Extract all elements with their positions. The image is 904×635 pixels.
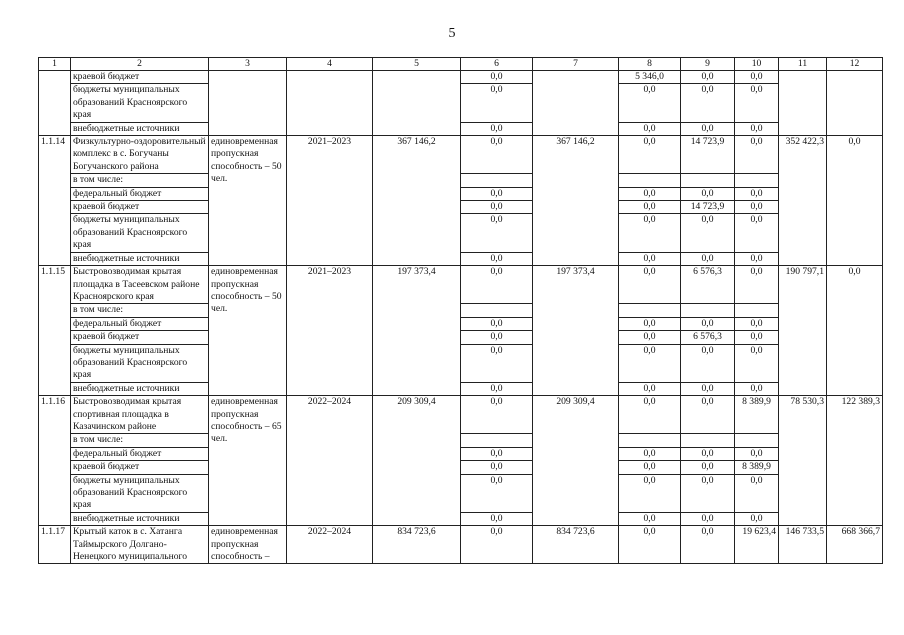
value-cell: 0,0 xyxy=(681,122,735,135)
value-cell: 14 723,9 xyxy=(681,136,735,174)
table-row xyxy=(39,331,883,344)
source-name-cell: в том числе: xyxy=(71,304,209,317)
value-cell: 6 576,3 xyxy=(681,331,735,344)
table-row xyxy=(39,526,883,564)
source-name-cell: внебюджетные источники xyxy=(71,512,209,525)
period-cell: 2021–2023 xyxy=(287,266,373,396)
capacity-cell: единовременная пропускная способность – 50 чел. xyxy=(209,266,287,396)
value-cell: 0,0 xyxy=(619,447,681,460)
budget-table xyxy=(38,57,883,564)
value-cell: 0,0 xyxy=(735,201,779,214)
period-cell xyxy=(287,71,373,136)
source-name-cell: внебюджетные источники xyxy=(71,122,209,135)
header-cell: 2 xyxy=(71,58,209,71)
table-row xyxy=(39,174,883,187)
value-cell xyxy=(827,71,883,136)
source-name-cell: федеральный бюджет xyxy=(71,317,209,330)
value-cell: 0,0 xyxy=(619,382,681,395)
value-cell: 352 422,3 xyxy=(779,136,827,266)
value-cell xyxy=(681,304,735,317)
table-row xyxy=(39,447,883,460)
table-row xyxy=(39,122,883,135)
value-cell: 0,0 xyxy=(619,331,681,344)
value-cell: 0,0 xyxy=(619,512,681,525)
value-cell: 0,0 xyxy=(735,382,779,395)
value-cell: 668 366,7 xyxy=(827,526,883,564)
source-name-cell: федеральный бюджет xyxy=(71,187,209,200)
header-cell: 3 xyxy=(209,58,287,71)
value-cell: 6 576,3 xyxy=(681,266,735,304)
period-cell: 2021–2023 xyxy=(287,136,373,266)
title-cell: Крытый каток в с. Хатанга Таймырского Долгано-Ненецкого муниципального xyxy=(71,526,209,564)
value-cell xyxy=(735,434,779,447)
value-cell: 0,0 xyxy=(461,122,533,135)
table-row xyxy=(39,214,883,252)
value-cell: 0,0 xyxy=(461,136,533,174)
source-name-cell: внебюджетные источники xyxy=(71,252,209,265)
table-row xyxy=(39,266,883,304)
value-cell: 0,0 xyxy=(681,526,735,564)
value-cell: 0,0 xyxy=(735,71,779,84)
table-row xyxy=(39,201,883,214)
header-row xyxy=(39,58,883,71)
value-cell: 0,0 xyxy=(461,214,533,252)
value-cell: 0,0 xyxy=(461,447,533,460)
title-cell: Быстровозводимая крытая спортивная площадка в Казачинском районе xyxy=(71,396,209,434)
value-cell: 0,0 xyxy=(735,512,779,525)
value-cell: 0,0 xyxy=(461,266,533,304)
source-name-cell: в том числе: xyxy=(71,434,209,447)
table-row xyxy=(39,512,883,525)
number-cell: 1.1.16 xyxy=(39,396,71,526)
value-cell xyxy=(681,174,735,187)
total-cell xyxy=(373,71,461,136)
value-cell: 0,0 xyxy=(461,512,533,525)
value-cell: 0,0 xyxy=(461,461,533,474)
value-cell: 0,0 xyxy=(461,84,533,122)
value-cell: 146 733,5 xyxy=(779,526,827,564)
value-cell: 0,0 xyxy=(735,84,779,122)
source-name-cell: бюджеты муниципальных образований Красноярского края xyxy=(71,84,209,122)
value-cell: 0,0 xyxy=(735,317,779,330)
header-cell: 8 xyxy=(619,58,681,71)
header-cell: 6 xyxy=(461,58,533,71)
period-cell: 2022–2024 xyxy=(287,396,373,526)
value-cell xyxy=(681,434,735,447)
value-cell: 0,0 xyxy=(619,84,681,122)
value-cell: 0,0 xyxy=(827,136,883,266)
table-row xyxy=(39,461,883,474)
capacity-cell: единовременная пропускная способность – xyxy=(209,526,287,564)
value-cell: 190 797,1 xyxy=(779,266,827,396)
value-cell: 8 389,9 xyxy=(735,396,779,434)
value-cell: 78 530,3 xyxy=(779,396,827,526)
value-cell: 19 623,4 xyxy=(735,526,779,564)
value-cell: 0,0 xyxy=(735,474,779,512)
value-cell xyxy=(779,71,827,136)
value-cell: 0,0 xyxy=(735,136,779,174)
value-cell: 0,0 xyxy=(619,317,681,330)
table-row xyxy=(39,434,883,447)
header-cell: 7 xyxy=(533,58,619,71)
value-cell: 0,0 xyxy=(461,187,533,200)
value-cell: 0,0 xyxy=(461,331,533,344)
value-cell: 0,0 xyxy=(681,512,735,525)
value-cell: 0,0 xyxy=(461,344,533,382)
header-cell: 11 xyxy=(779,58,827,71)
capacity-cell: единовременная пропускная способность – 50 чел. xyxy=(209,136,287,266)
source-name-cell: краевой бюджет xyxy=(71,461,209,474)
table-row xyxy=(39,317,883,330)
value-cell xyxy=(461,174,533,187)
value-cell xyxy=(735,174,779,187)
value-cell: 0,0 xyxy=(735,252,779,265)
source-name-cell: краевой бюджет xyxy=(71,331,209,344)
table-row xyxy=(39,304,883,317)
value-cell: 0,0 xyxy=(619,136,681,174)
header-cell: 4 xyxy=(287,58,373,71)
header-cell: 5 xyxy=(373,58,461,71)
value-cell: 0,0 xyxy=(735,187,779,200)
source-name-cell: бюджеты муниципальных образований Красноярского края xyxy=(71,344,209,382)
value-cell: 0,0 xyxy=(735,331,779,344)
page-number: 5 xyxy=(448,26,456,41)
value-cell: 209 309,4 xyxy=(533,396,619,526)
value-cell: 0,0 xyxy=(619,214,681,252)
header-cell: 12 xyxy=(827,58,883,71)
value-cell xyxy=(619,434,681,447)
value-cell: 0,0 xyxy=(735,447,779,460)
number-cell xyxy=(39,71,71,136)
value-cell: 0,0 xyxy=(619,344,681,382)
value-cell: 0,0 xyxy=(619,252,681,265)
value-cell: 0,0 xyxy=(619,187,681,200)
value-cell: 0,0 xyxy=(461,71,533,84)
source-name-cell: бюджеты муниципальных образований Красноярского края xyxy=(71,474,209,512)
value-cell: 0,0 xyxy=(681,187,735,200)
value-cell xyxy=(735,304,779,317)
table-row xyxy=(39,84,883,122)
value-cell: 367 146,2 xyxy=(533,136,619,266)
table-row xyxy=(39,252,883,265)
value-cell: 0,0 xyxy=(619,461,681,474)
value-cell xyxy=(461,304,533,317)
value-cell: 0,0 xyxy=(681,474,735,512)
source-name-cell: федеральный бюджет xyxy=(71,447,209,460)
title-cell: Физкультурно-оздоровительный комплекс в с. Богучаны Богучанского района xyxy=(71,136,209,174)
value-cell: 0,0 xyxy=(735,266,779,304)
value-cell: 0,0 xyxy=(461,474,533,512)
value-cell: 0,0 xyxy=(619,201,681,214)
value-cell: 0,0 xyxy=(681,214,735,252)
value-cell: 0,0 xyxy=(681,317,735,330)
header-cell: 9 xyxy=(681,58,735,71)
value-cell: 0,0 xyxy=(619,122,681,135)
table-row xyxy=(39,187,883,200)
value-cell: 8 389,9 xyxy=(735,461,779,474)
value-cell: 0,0 xyxy=(681,84,735,122)
number-cell: 1.1.17 xyxy=(39,526,71,564)
value-cell: 0,0 xyxy=(461,252,533,265)
source-name-cell: в том числе: xyxy=(71,174,209,187)
value-cell: 0,0 xyxy=(681,344,735,382)
value-cell: 0,0 xyxy=(681,382,735,395)
value-cell: 0,0 xyxy=(827,266,883,396)
value-cell: 0,0 xyxy=(619,266,681,304)
value-cell: 0,0 xyxy=(461,317,533,330)
number-cell: 1.1.14 xyxy=(39,136,71,266)
value-cell xyxy=(461,434,533,447)
total-cell: 197 373,4 xyxy=(373,266,461,396)
total-cell: 367 146,2 xyxy=(373,136,461,266)
table-row xyxy=(39,382,883,395)
period-cell: 2022–2024 xyxy=(287,526,373,564)
value-cell: 14 723,9 xyxy=(681,201,735,214)
table-row xyxy=(39,344,883,382)
header-cell: 1 xyxy=(39,58,71,71)
source-name-cell: внебюджетные источники xyxy=(71,382,209,395)
value-cell: 0,0 xyxy=(681,447,735,460)
value-cell: 0,0 xyxy=(735,214,779,252)
value-cell: 0,0 xyxy=(461,526,533,564)
title-cell: Быстровозводимая крытая площадка в Тасеевском районе Красноярского края xyxy=(71,266,209,304)
total-cell: 209 309,4 xyxy=(373,396,461,526)
table-row xyxy=(39,136,883,174)
capacity-cell: единовременная пропускная способность – 65 чел. xyxy=(209,396,287,526)
value-cell xyxy=(619,174,681,187)
value-cell xyxy=(619,304,681,317)
total-cell: 834 723,6 xyxy=(373,526,461,564)
capacity-cell xyxy=(209,71,287,136)
source-name-cell: краевой бюджет xyxy=(71,71,209,84)
value-cell: 0,0 xyxy=(619,396,681,434)
value-cell: 0,0 xyxy=(461,396,533,434)
value-cell: 0,0 xyxy=(681,252,735,265)
value-cell: 0,0 xyxy=(619,526,681,564)
value-cell: 122 389,3 xyxy=(827,396,883,526)
source-name-cell: краевой бюджет xyxy=(71,201,209,214)
number-cell: 1.1.15 xyxy=(39,266,71,396)
table-row xyxy=(39,71,883,84)
value-cell: 0,0 xyxy=(735,122,779,135)
value-cell: 0,0 xyxy=(681,71,735,84)
value-cell: 197 373,4 xyxy=(533,266,619,396)
value-cell: 5 346,0 xyxy=(619,71,681,84)
table-row xyxy=(39,474,883,512)
value-cell: 834 723,6 xyxy=(533,526,619,564)
value-cell: 0,0 xyxy=(735,344,779,382)
value-cell: 0,0 xyxy=(461,382,533,395)
value-cell: 0,0 xyxy=(681,461,735,474)
source-name-cell: бюджеты муниципальных образований Красноярского края xyxy=(71,214,209,252)
value-cell: 0,0 xyxy=(461,201,533,214)
table-row xyxy=(39,396,883,434)
header-cell: 10 xyxy=(735,58,779,71)
value-cell xyxy=(533,71,619,136)
value-cell: 0,0 xyxy=(681,396,735,434)
value-cell: 0,0 xyxy=(619,474,681,512)
